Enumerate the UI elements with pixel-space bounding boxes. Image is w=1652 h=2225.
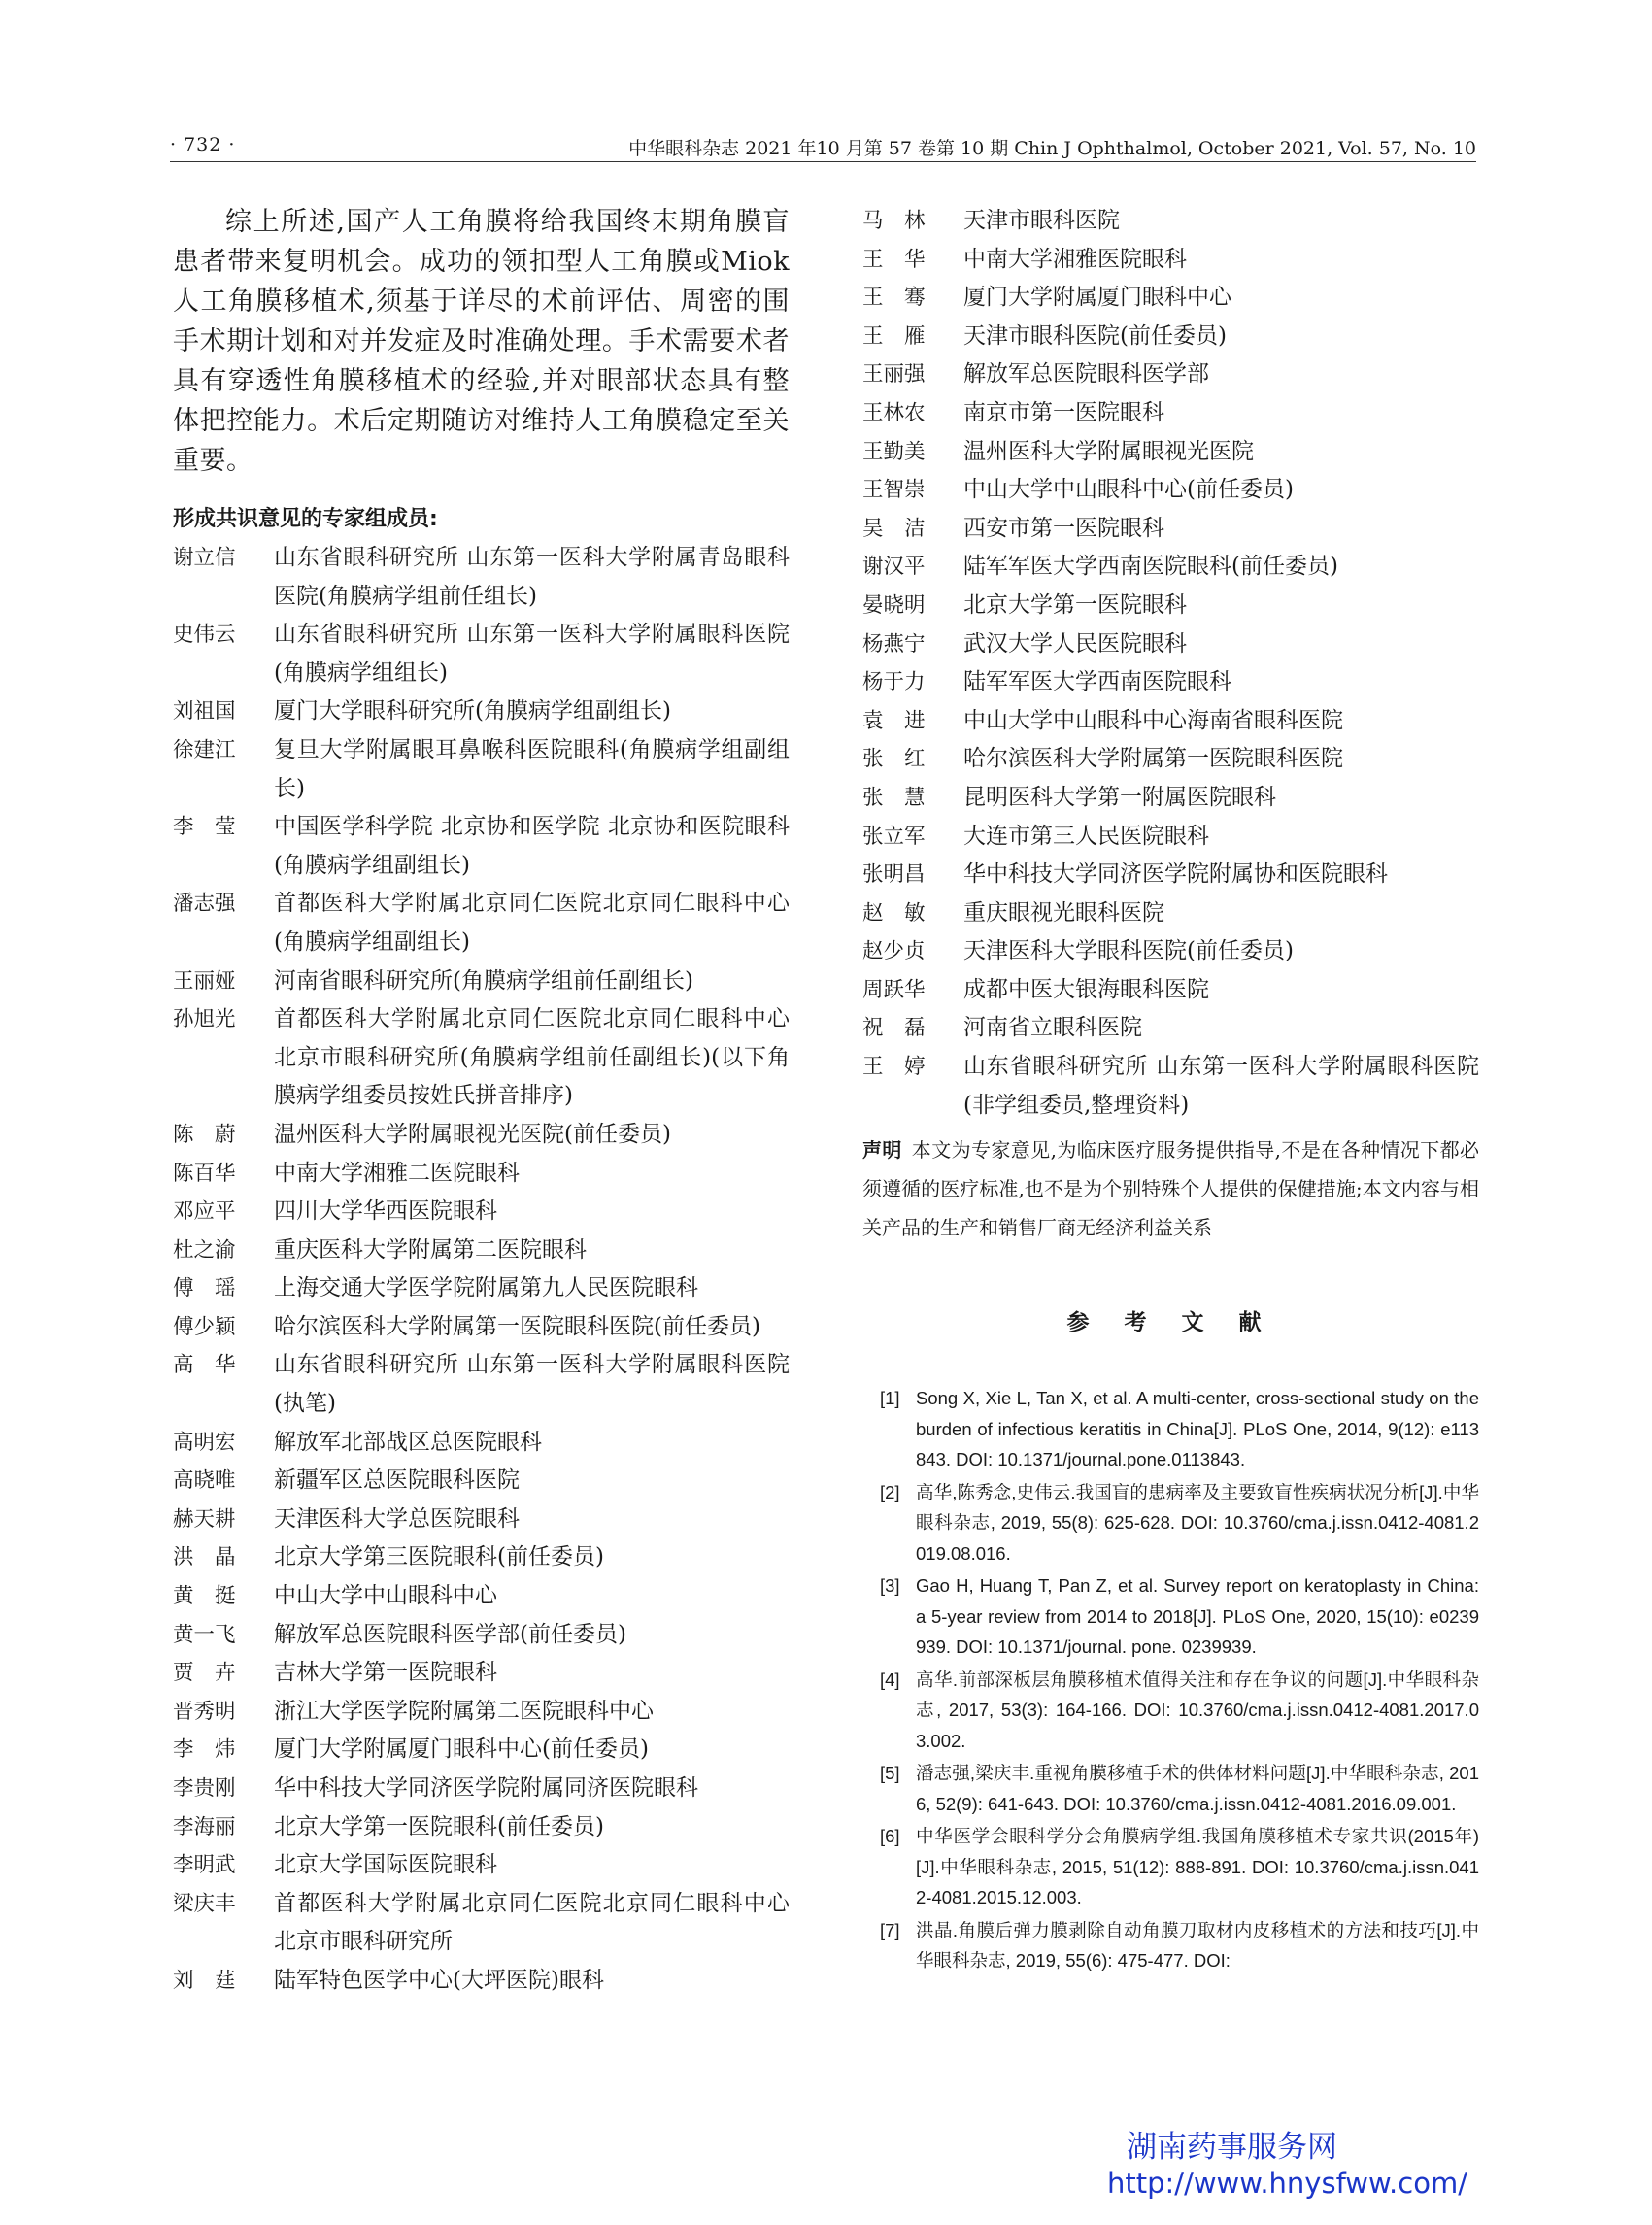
member-affiliation: 中山大学中山眼科中心海南省眼科医院	[963, 707, 1343, 733]
reference-number: [1]	[880, 1388, 900, 1409]
reference-text: Song X, Xie L, Tan X, et al. A multi-center, cross-sectional study on the burden of infectious keratitis in China[J]. PLoS One, 2014, 9(12): e113843. DOI: 10.1371/journal.pone.0113843.	[916, 1388, 1479, 1470]
member-row	[862, 971, 1479, 1010]
member-name: 贾 卉	[173, 1661, 236, 1686]
watermark-url[interactable]: http://www.hnysfww.com/	[1107, 2167, 1467, 2200]
references-list	[862, 1383, 1479, 1976]
member-name: 赵 敏	[862, 900, 926, 926]
member-name: 高明宏	[173, 1430, 236, 1455]
member-affiliation: 吉林大学第一医院眼科	[274, 1660, 497, 1686]
member-name: 杨燕宁	[862, 631, 926, 657]
member-affiliation: 成都中医大银海眼科医院	[963, 976, 1209, 1002]
reference-item	[862, 1477, 1479, 1569]
reference-item	[862, 1570, 1479, 1663]
member-row	[173, 962, 790, 1001]
member-row	[862, 433, 1479, 472]
reference-text: 高华,陈秀念,史伟云.我国盲的患病率及主要致盲性疾病状况分析[J].中华眼科杂志, 2019, 55(8): 625-628. DOI: 10.3760/cma.j.issn.0412-4081.2019.08.016.	[916, 1481, 1479, 1564]
member-affiliation: 天津医科大学总医院眼科	[274, 1505, 520, 1532]
member-affiliation: 山东省眼科研究所 山东第一医科大学附属眼科医院(角膜病学组组长)	[274, 622, 790, 686]
summary-section	[173, 202, 790, 481]
member-affiliation: 中南大学湘雅医院眼科	[963, 246, 1187, 272]
reference-number: [5]	[880, 1763, 900, 1784]
disclaimer-label: 声明	[862, 1138, 902, 1163]
member-row	[862, 394, 1479, 433]
member-name: 谢汉平	[862, 555, 926, 580]
reference-text: 洪晶.角膜后弹力膜剥除自动角膜刀取材内皮移植术的方法和技巧[J].中华眼科杂志, 2019, 55(6): 475-477. DOI:	[916, 1919, 1479, 1972]
member-row	[173, 1731, 790, 1770]
member-row	[862, 471, 1479, 510]
member-row	[862, 663, 1479, 702]
member-affiliation: 解放军北部战区总医院眼科	[274, 1429, 542, 1455]
member-affiliation: 重庆医科大学附属第二医院眼科	[274, 1236, 587, 1263]
member-name: 张 红	[862, 747, 926, 772]
member-row	[862, 856, 1479, 894]
site-watermark[interactable]	[1107, 2129, 1496, 2201]
member-affiliation: 山东省眼科研究所 山东第一医科大学附属眼科医院(执笔)	[274, 1352, 790, 1417]
member-affiliation: 天津医科大学眼科医院(前任委员)	[963, 938, 1294, 964]
member-row	[862, 740, 1479, 779]
member-affiliation: 中国医学科学院 北京协和医学院 北京协和医院眼科(角膜病学组副组长)	[274, 814, 790, 878]
member-name: 杨于力	[862, 670, 926, 695]
references-title: 参 考 文 献	[1066, 1310, 1275, 1336]
member-row	[173, 1462, 790, 1500]
member-affiliation: 北京大学第三医院眼科(前任委员)	[274, 1544, 604, 1570]
member-name: 王 雁	[862, 323, 926, 349]
member-affiliation: 河南省眼科研究所(角膜病学组前任副组长)	[274, 967, 693, 994]
member-affiliation: 中南大学湘雅二医院眼科	[274, 1160, 520, 1186]
member-name: 孙旭光	[173, 1007, 236, 1032]
member-row	[862, 932, 1479, 971]
member-affiliation: 首都医科大学附属北京同仁医院北京同仁眼科中心 北京市眼科研究所	[274, 1890, 790, 1955]
member-affiliation: 首都医科大学附属北京同仁医院北京同仁眼科中心 北京市眼科研究所(角膜病学组前任副组长)(以下角膜病学组委员按姓氏拼音排序)	[274, 1006, 790, 1109]
member-row	[173, 1538, 790, 1577]
member-name: 黄一飞	[173, 1622, 236, 1647]
member-affiliation: 中山大学中山眼科中心(前任委员)	[963, 477, 1294, 503]
member-name: 张立军	[862, 824, 926, 849]
member-row	[862, 702, 1479, 741]
members-heading: 形成共识意见的专家组成员:	[173, 507, 438, 531]
member-name: 王智崇	[862, 478, 926, 503]
journal-citation: 中华眼科杂志 2021 年10 月第 57 卷第 10 期 Chin J Ophthalmol, October 2021, Vol. 57, No. 10	[628, 138, 1476, 159]
member-row	[173, 1693, 790, 1732]
member-row	[173, 731, 790, 808]
member-name: 史伟云	[173, 623, 236, 648]
member-row	[173, 1654, 790, 1693]
member-name: 晏晓明	[862, 592, 926, 618]
reference-item	[862, 1915, 1479, 1976]
member-affiliation: 复旦大学附属眼耳鼻喉科医院眼科(角膜病学组副组长)	[274, 736, 790, 801]
member-affiliation: 西安市第一医院眼科	[963, 515, 1164, 541]
member-affiliation: 重庆眼视光眼科医院	[963, 899, 1164, 926]
member-name: 杜之渝	[173, 1237, 236, 1263]
member-row	[173, 1000, 790, 1116]
member-affiliation: 温州医科大学附属眼视光医院(前任委员)	[274, 1121, 671, 1147]
member-row	[173, 808, 790, 885]
member-affiliation: 北京大学国际医院眼科	[274, 1852, 497, 1878]
member-name: 傅 瑶	[173, 1276, 236, 1301]
member-row	[862, 318, 1479, 356]
member-row	[862, 779, 1479, 818]
member-row	[862, 279, 1479, 318]
member-name: 潘志强	[173, 892, 236, 917]
member-name: 李海丽	[173, 1814, 236, 1839]
member-name: 刘 莛	[173, 1968, 236, 1993]
member-affiliation: 武汉大学人民医院眼科	[963, 630, 1187, 657]
member-row	[173, 539, 790, 616]
member-affiliation: 华中科技大学同济医学院附属协和医院眼科	[963, 861, 1388, 888]
member-affiliation: 河南省立眼科医院	[963, 1015, 1142, 1041]
member-name: 李明武	[173, 1853, 236, 1878]
reference-number: [4]	[880, 1669, 900, 1690]
member-affiliation: 解放军总医院眼科医学部	[963, 361, 1209, 388]
member-affiliation: 厦门大学附属厦门眼科中心(前任委员)	[274, 1736, 649, 1763]
reference-text: 潘志强,梁庆丰.重视角膜移植手术的供体材料问题[J].中华眼科杂志, 2016, 52(9): 641-643. DOI: 10.3760/cma.j.issn.0412-4081.2016.09.001.	[916, 1763, 1479, 1814]
member-row	[173, 1500, 790, 1539]
member-affiliation: 哈尔滨医科大学附属第一医院眼科医院(前任委员)	[274, 1313, 760, 1339]
summary-paragraph: 综上所述,国产人工角膜将给我国终末期角膜盲患者带来复明机会。成功的领扣型人工角膜或Miok人工角膜移植术,须基于详尽的术前评估、周密的围手术期计划和对并发症及时准确处理。手术需要术者具有穿透性角膜移植术的经验,并对眼部状态具有整体把控能力。术后定期随访对维持人工角膜稳定至关重要。	[173, 207, 790, 476]
member-row	[862, 1048, 1479, 1125]
members-list-left	[173, 539, 790, 2001]
member-name: 赫天耕	[173, 1506, 236, 1532]
reference-item	[862, 1665, 1479, 1757]
member-affiliation: 陆军军医大学西南医院眼科(前任委员)	[963, 554, 1338, 580]
reference-item	[862, 1821, 1479, 1913]
reference-number: [3]	[880, 1575, 900, 1597]
member-affiliation: 北京大学第一医院眼科(前任委员)	[274, 1813, 604, 1839]
member-affiliation: 哈尔滨医科大学附属第一医院眼科医院	[963, 746, 1343, 772]
member-row	[173, 1616, 790, 1655]
left-column	[173, 202, 790, 2001]
member-row	[173, 1193, 790, 1231]
member-row	[862, 355, 1479, 394]
member-affiliation: 大连市第三人民医院眼科	[963, 823, 1209, 849]
member-affiliation: 新疆军区总医院眼科医院	[274, 1467, 520, 1494]
reference-text: Gao H, Huang T, Pan Z, et al. Survey report on keratoplasty in China: a 5-year review from 2014 to 2018[J]. PLoS One, 2020, 15(10): e0239939. DOI: 10.1371/journal. pone. 0239939.	[916, 1575, 1479, 1658]
member-name: 陈百华	[173, 1161, 236, 1186]
disclaimer-text: 本文为专家意见,为临床医疗服务提供指导,不是在各种情况下都必须遵循的医疗标准,也不是为个别特殊个人提供的保健措施;本文内容与相关产品的生产和销售厂商无经济利益关系	[862, 1138, 1480, 1240]
member-row	[173, 692, 790, 731]
member-affiliation: 解放军总医院眼科医学部(前任委员)	[274, 1621, 626, 1647]
member-affiliation: 昆明医科大学第一附属医院眼科	[963, 784, 1276, 810]
member-name: 王林农	[862, 400, 926, 425]
member-row	[173, 1231, 790, 1270]
member-row	[173, 1962, 790, 2001]
member-row	[173, 1308, 790, 1347]
header-rule	[170, 161, 1476, 162]
reference-number: [7]	[880, 1919, 900, 1940]
member-name: 高晓唯	[173, 1468, 236, 1494]
member-row	[862, 894, 1479, 933]
member-name: 王 婷	[862, 1055, 926, 1080]
member-name: 洪 晶	[173, 1545, 236, 1570]
member-name: 赵少贞	[862, 939, 926, 964]
member-row	[862, 202, 1479, 241]
reference-item	[862, 1383, 1479, 1475]
watermark-name: 湖南药事服务网	[1127, 2130, 1337, 2165]
member-name: 张 慧	[862, 785, 926, 810]
member-row	[862, 548, 1479, 587]
member-affiliation: 首都医科大学附属北京同仁医院北京同仁眼科中心(角膜病学组副组长)	[274, 891, 790, 955]
member-name: 高 华	[173, 1353, 236, 1378]
member-row	[173, 1424, 790, 1463]
member-affiliation: 北京大学第一医院眼科	[963, 591, 1187, 618]
member-row	[173, 1885, 790, 1962]
member-affiliation: 浙江大学医学院附属第二医院眼科中心	[274, 1698, 654, 1724]
member-name: 徐建江	[173, 737, 236, 762]
member-name: 李 莹	[173, 815, 236, 840]
member-affiliation: 四川大学华西医院眼科	[274, 1198, 497, 1225]
member-affiliation: 陆军军医大学西南医院眼科	[963, 669, 1231, 695]
disclaimer	[862, 1130, 1479, 1247]
member-name: 袁 进	[862, 708, 926, 733]
member-affiliation: 南京市第一医院眼科	[963, 399, 1164, 425]
member-name: 王丽强	[862, 362, 926, 388]
members-list-right	[862, 202, 1479, 1125]
member-name: 黄 挺	[173, 1584, 236, 1609]
member-name: 邓应平	[173, 1199, 236, 1225]
member-name: 李贵刚	[173, 1776, 236, 1801]
member-affiliation: 厦门大学附属厦门眼科中心	[963, 285, 1231, 311]
member-name: 谢立信	[173, 546, 236, 570]
right-column	[862, 202, 1479, 1978]
member-row	[173, 1346, 790, 1423]
member-name: 马 林	[862, 209, 926, 233]
member-row	[173, 1116, 790, 1155]
member-row	[173, 1577, 790, 1616]
member-name: 梁庆丰	[173, 1891, 236, 1916]
member-row	[862, 587, 1479, 625]
member-row	[862, 510, 1479, 549]
member-row	[173, 1770, 790, 1808]
member-name: 王勤美	[862, 439, 926, 464]
page-number: · 732 ·	[170, 134, 236, 155]
member-name: 王丽娅	[173, 968, 236, 994]
reference-text: 高华.前部深板层角膜移植术值得关注和存在争议的问题[J].中华眼科杂志, 2017, 53(3): 164-166. DOI: 10.3760/cma.j.issn.0412-4081.2017.03.002.	[916, 1669, 1479, 1751]
member-row	[173, 1808, 790, 1847]
member-row	[862, 241, 1479, 280]
member-row	[862, 625, 1479, 664]
member-row	[173, 1155, 790, 1194]
member-affiliation: 华中科技大学同济医学院附属同济医院眼科	[274, 1775, 698, 1801]
member-affiliation: 上海交通大学医学院附属第九人民医院眼科	[274, 1275, 698, 1301]
member-row	[173, 1269, 790, 1308]
member-affiliation: 天津市眼科医院	[963, 208, 1120, 233]
reference-number: [6]	[880, 1826, 900, 1847]
member-affiliation: 天津市眼科医院(前任委员)	[963, 322, 1227, 349]
member-row	[862, 818, 1479, 857]
reference-item	[862, 1758, 1479, 1819]
member-affiliation: 山东省眼科研究所 山东第一医科大学附属眼科医院(非学组委员,整理资料)	[963, 1054, 1479, 1118]
member-name: 周跃华	[862, 977, 926, 1002]
member-name: 王 华	[862, 247, 926, 272]
reference-number: [2]	[880, 1481, 900, 1502]
member-affiliation: 中山大学中山眼科中心	[274, 1583, 497, 1609]
member-affiliation: 厦门大学眼科研究所(角膜病学组副组长)	[274, 698, 671, 725]
member-row	[173, 1846, 790, 1885]
member-name: 张明昌	[862, 862, 926, 888]
member-name: 祝 磊	[862, 1016, 926, 1041]
member-name: 李 炜	[173, 1737, 236, 1763]
member-row	[862, 1009, 1479, 1048]
member-name: 傅少颖	[173, 1314, 236, 1339]
reference-text: 中华医学会眼科学分会角膜病学组.我国角膜移植术专家共识(2015年)[J].中华眼科杂志, 2015, 51(12): 888-891. DOI: 10.3760/cma.j.issn.0412-4081.2015.12.003.	[916, 1826, 1479, 1908]
member-affiliation: 温州医科大学附属眼视光医院	[963, 438, 1254, 464]
member-row	[173, 616, 790, 692]
member-affiliation: 山东省眼科研究所 山东第一医科大学附属青岛眼科医院(角膜病学组前任组长)	[274, 545, 790, 609]
member-name: 刘祖国	[173, 699, 236, 725]
member-name: 吴 洁	[862, 516, 926, 541]
member-name: 王 骞	[862, 286, 926, 311]
member-name: 晋秀明	[173, 1699, 236, 1724]
member-row	[173, 885, 790, 961]
page-header	[170, 130, 1476, 165]
member-affiliation: 陆军特色医学中心(大坪医院)眼科	[274, 1967, 604, 1993]
member-name: 陈 蔚	[173, 1122, 236, 1147]
